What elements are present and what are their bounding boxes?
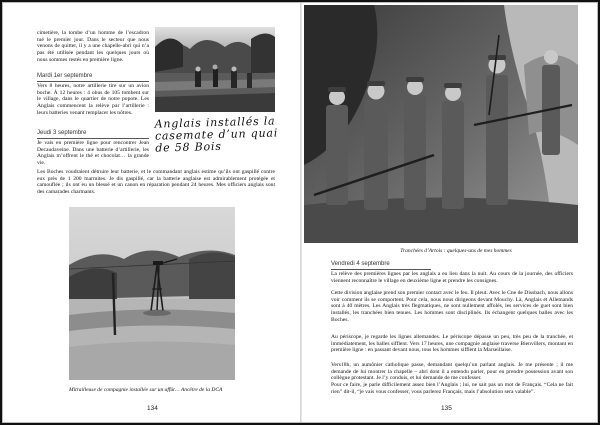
- para-relève-block: [331, 271, 573, 284]
- photo-mitrailleuse-image: [69, 207, 235, 380]
- photo-tranchees-image: [304, 5, 578, 243]
- para-jeudi-a: Je vais en première ligne pour rencontrer Jean Decaudaveine. Dans une batterie d’artillerie, les Anglais m’offrent le thé et chocolat… la grande vie.: [37, 140, 149, 167]
- date-heading-mardi: Mardi 1er septembre: [37, 73, 149, 82]
- para-jeudi-b-block: [37, 169, 275, 196]
- para-aumonier: Vers18h, un aumônier catholique passe, demandant quelqu’un parlant anglais. Je me présente ; il me demande de lui montrer la chapelle – abri dont il a entendu parler, pour en prendre possession avant son collègue protestant. Je l’y conduis, et lui demande de me confesser.: [331, 362, 573, 382]
- photo-casemate: [155, 27, 275, 112]
- right-page: [302, 3, 598, 422]
- intro-text-block: [37, 30, 149, 64]
- photo-casemate-image: [155, 27, 275, 112]
- date-heading-jeudi: Jeudi 3 septembre: [37, 130, 149, 139]
- para-division: Cette division anglaise prend son premier contact avec le feu. Il pleut. Avec le Cne de Dissbach, nous allons voir comment ils se comportent. Pour cela, nous nous dirigeons devant Mouchy. Là, Anglais et Allemands sont à 40 mètres. Les Anglais très flegmatiques, ne sont nullement affolés, les services de guet sont bien installés, les tranchées bien tenues. Les hommes sont disciplinés. Ils échangent quelques balles avec les Boches.: [331, 290, 573, 323]
- para-periscope: Au périscope, je regarde les lignes allemandes. Le périscope dépasse un peu, très peu de la tranchée, et immédiatement, les balles sifflent. Vers 17 heures, une compagnie anglaise traverse Bienvillers, montant en première ligne : en passant devant nous, tous les hommes sifflent la Marseillaise.: [331, 334, 573, 354]
- para-mardi: Vers 8 heures, notre artillerie tire sur un avion boche. À 12 heures : 4 obus de 105 tombent sur le village, dans le quartier de notre popote. Les Anglais commencent la relève par l’artillerie : leurs batteries venant remplacer les nôtres.: [37, 83, 149, 116]
- caption-mitrailleuse: Mitrailleuse de compagnie installée sur un affût… Ancêtre de la DCA: [69, 387, 223, 393]
- para-jeudi-a-block: [37, 140, 149, 167]
- page-number-right: 135: [441, 405, 452, 412]
- date-heading-vendredi: Vendredi 4 septembre: [331, 261, 431, 270]
- handwritten-note: Anglais installés la casemate d’un quai de 58 Bois: [154, 114, 279, 155]
- para-confession: Pour ce faire, je parle difficilement assez bien l’Anglais ; lui, ne sait pas un mot de Français. “Cela ne fait rien” dit-il, “je vais vous confesser, vous parlerez Français, mais l’absolution sera valable”.: [331, 382, 573, 395]
- para-division-block: [331, 290, 573, 324]
- intro-text: cimetière, la tombe d’un homme de l’escadron tué le premier jour. Dans le secteur que nous venons de quitter, il y a une chapelle-abri qui n’a pas été utilisée pendant les quelques jours où nous sommes restés en première ligne.: [37, 30, 149, 63]
- book-spread: [2, 2, 598, 423]
- para-jeudi-b: Les Boches voudraient détruire leur batterie, et le commandant anglais estime qu’ils ont gaspillé contre eux près de 1 200 marmites. Je dis gaspillé, car la batterie anglaise est admirablement protégée et camouflée ; ils ont eu un blessé et un canon en réparation pendant 24 heures. Mes officiers anglais sont des camarades charmants.: [37, 169, 275, 196]
- left-page: [3, 3, 300, 422]
- photo-mitrailleuse: [69, 207, 235, 380]
- photo-tranchees: [304, 5, 578, 243]
- para-aumonier-block: [331, 362, 573, 396]
- caption-tranchees: Tranchées d’Artois : quelques-uns de mes hommes: [400, 248, 512, 254]
- para-mardi-block: [37, 83, 149, 117]
- para-periscope-block: [331, 334, 573, 354]
- page-number-left: 134: [147, 405, 158, 412]
- para-relève: La relève des premières lignes par les anglais a eu lieu dans la nuit. Au cours de la journée, des officiers viennent reconnaître le village en deuxième ligne et prendre les consignes.: [331, 271, 573, 284]
